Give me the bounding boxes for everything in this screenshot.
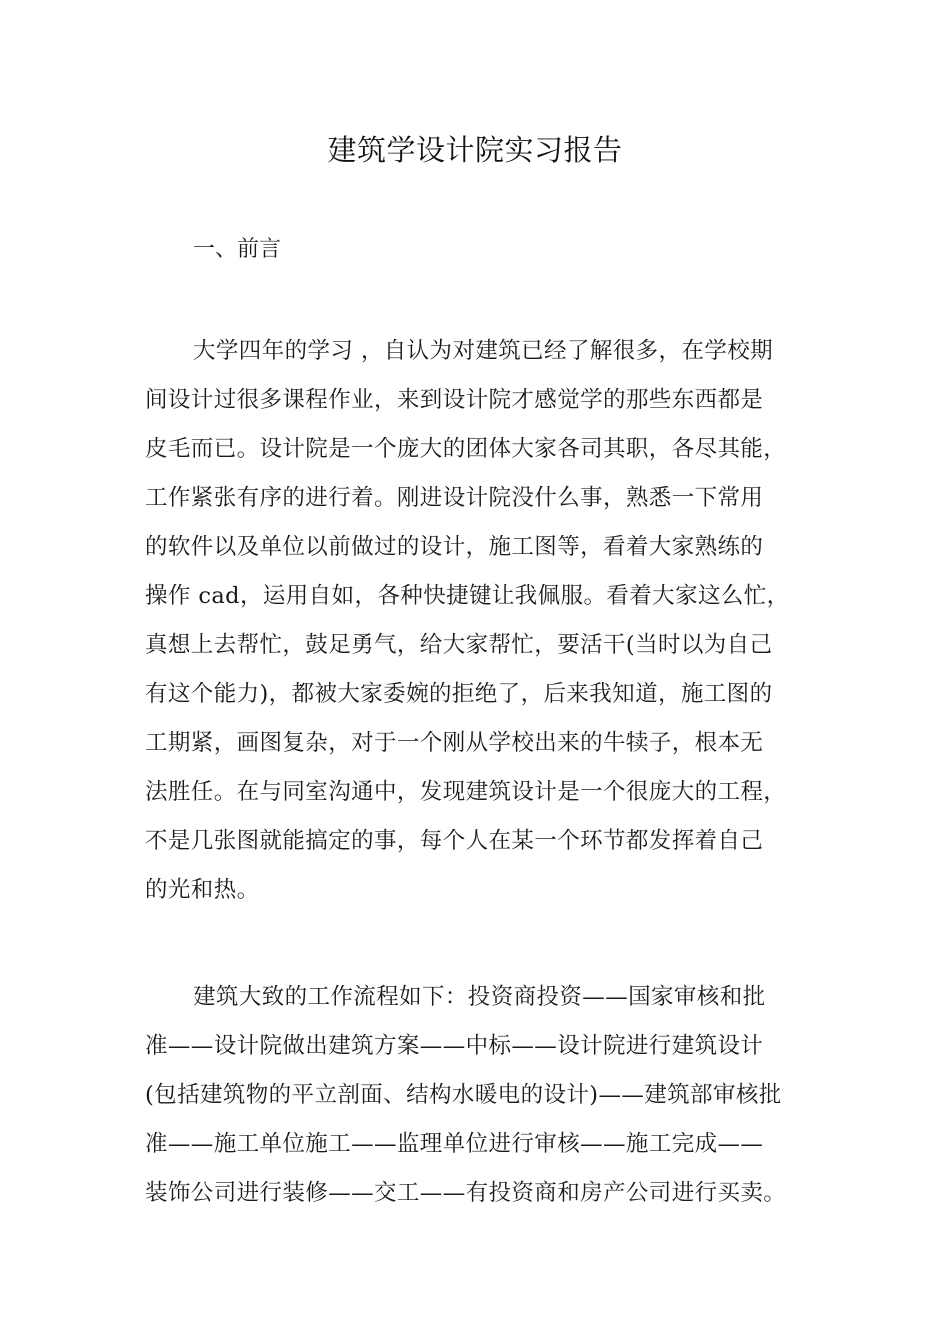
paragraph-1: [145, 327, 790, 915]
paragraph-line: 的软件以及单位以前做过的设计，施工图等，看着大家熟练的: [145, 534, 764, 560]
paragraph-line: 装饰公司进行装修——交工——有投资商和房产公司进行买卖。: [145, 1180, 787, 1206]
paragraph-line: 工期紧，画图复杂，对于一个刚从学校出来的牛犊子，根本无: [145, 730, 764, 756]
paragraph-line: 真想上去帮忙，鼓足勇气，给大家帮忙，要活干(当时以为自己: [145, 632, 773, 658]
paragraph-line: 间设计过很多课程作业，来到设计院才感觉学的那些东西都是: [145, 387, 764, 413]
section-heading: 一、前言: [193, 237, 282, 262]
paragraph-line: 不是几张图就能搞定的事，每个人在某一个环节都发挥着自己: [145, 828, 764, 854]
paragraph-line: 操作 cad，运用自如，各种快捷键让我佩服。看着大家这么忙，: [145, 583, 790, 609]
paragraph-line: 工作紧张有序的进行着。刚进设计院没什么事，熟悉一下常用: [145, 485, 764, 511]
document-title: 建筑学设计院实习报告: [327, 133, 623, 167]
paragraph-line: 准——施工单位施工——监理单位进行审核——施工完成——: [145, 1131, 764, 1157]
paragraph-line: (包括建筑物的平立剖面、结构水暖电的设计)——建筑部审核批: [145, 1082, 782, 1108]
paragraph-line: 法胜任。在与同室沟通中，发现建筑设计是一个很庞大的工程，: [145, 779, 787, 805]
paragraph-line: 皮毛而已。设计院是一个庞大的团体大家各司其职，各尽其能，: [145, 436, 787, 462]
paragraph-line: 有这个能力)，都被大家委婉的拒绝了，后来我知道，施工图的: [145, 681, 773, 707]
paragraph-line: 建筑大致的工作流程如下：投资商投资——国家审核和批: [193, 984, 766, 1010]
paragraph-line: 的光和热。: [145, 877, 260, 903]
paragraph-2: [145, 973, 786, 1218]
paragraph-line: 大学四年的学习 ，自认为对建筑已经了解很多，在学校期: [193, 338, 774, 364]
paragraph-line: 准——设计院做出建筑方案——中标——设计院进行建筑设计: [145, 1033, 764, 1059]
